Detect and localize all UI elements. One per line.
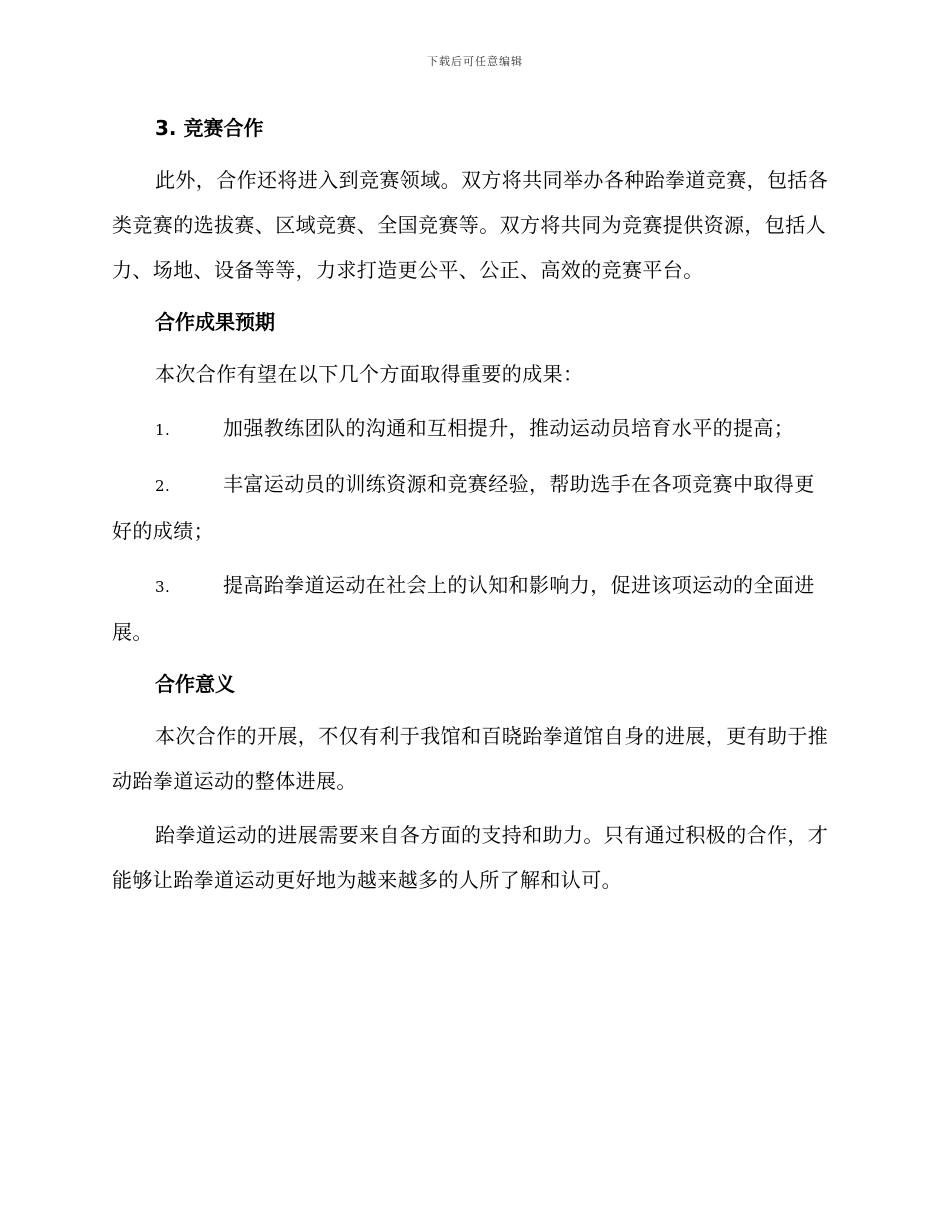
list-text: 丰富运动员的训练资源和竞赛经验，帮助选手在各项竞赛中取得更好的成绩； [112,472,815,543]
section-heading-competition: 3. 竞赛合作 [155,116,264,140]
significance-paragraph-2: 跆拳道运动的进展需要来自各方面的支持和助力。只有通过积极的合作，才能够让跆拳道运动更好地为越来越多的人所了解和认可。 [112,823,829,892]
list-number: 1. [155,421,171,439]
list-item [112,406,834,453]
section-heading-expectations: 合作成果预期 [155,310,275,334]
list-item [112,462,834,554]
page-header: 下载后可任意编辑 [427,55,523,68]
list-number: 2. [155,477,171,495]
list-text: 加强教练团队的沟通和互相提升，推动运动员培育水平的提高； [223,416,795,440]
expectations-intro: 本次合作有望在以下几个方面取得重要的成果： [155,362,584,386]
competition-paragraph: 此外，合作还将进入到竞赛领域。双方将共同举办各种跆拳道竞赛，包括各类竞赛的选拔赛、区域竞赛、全国竞赛等。双方将共同为竞赛提供资源，包括人力、场地、设备等等，力求打造更公平、公正、高效的竞赛平台。 [112,168,829,282]
document-body [112,108,834,912]
section-heading-significance: 合作意义 [155,672,235,696]
list-item [112,563,834,655]
list-number: 3. [155,578,171,596]
list-text: 提高跆拳道运动在社会上的认知和影响力，促进该项运动的全面进展。 [112,573,815,644]
significance-paragraph-1: 本次合作的开展，不仅有利于我馆和百晓跆拳道馆自身的进展，更有助于推动跆拳道运动的整体进展。 [112,724,829,793]
